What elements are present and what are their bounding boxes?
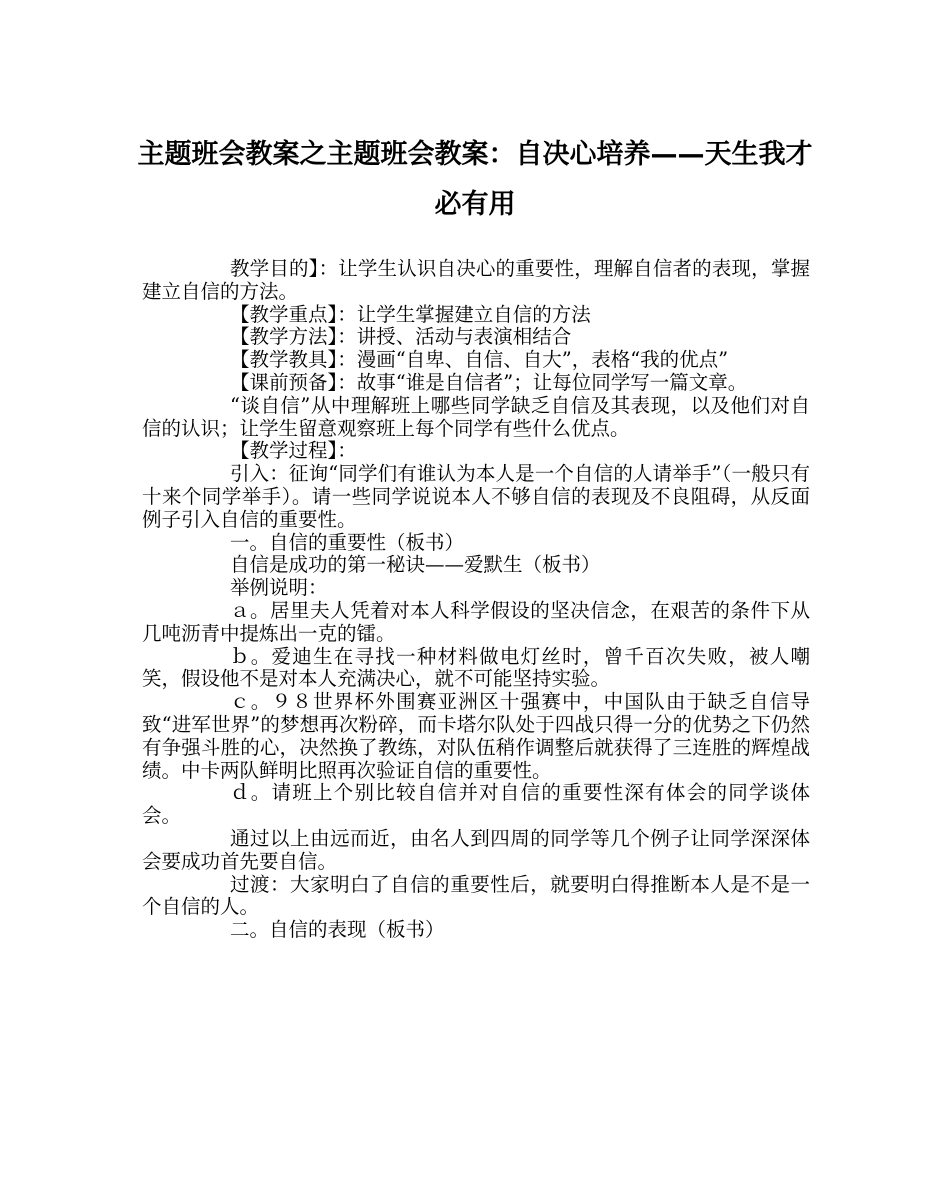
paragraph-quote: 自信是成功的第一秘诀——爱默生（板书） xyxy=(230,553,601,577)
paragraph-talk-confidence: “谈自信”从中理解班上哪些同学缺乏自信及其表现，以及他们对自信的认识；让学生留意观察班上每个同学有些什么优点。 xyxy=(142,393,810,440)
paragraph-summary: 通过以上由远而近，由名人到四周的同学等几个例子让同学深深体会要成功首先要自信。 xyxy=(142,826,810,873)
paragraph-teaching-method: 【教学方法】：讲授、活动与表演相结合 xyxy=(230,325,572,349)
paragraph-introduction: 引入：征询“同学们有谁认为本人是一个自信的人请举手”（一般只有十来个同学举手）。请一些同学说说本人不够自信的表现及不良阻碍，从反面例子引入自信的重要性。 xyxy=(142,462,810,531)
list-item-example-a: ａ。居里夫人凭着对本人科学假设的坚决信念，在艰苦的条件下从几吨沥青中提炼出一克的镭。 xyxy=(142,598,810,645)
paragraph-transition: 过渡：大家明白了自信的重要性后，就要明白得推断本人是不是一个自信的人。 xyxy=(142,872,810,919)
section-heading-importance: 一。自信的重要性（板书） xyxy=(230,530,465,554)
paragraph-process-heading: 【教学过程】： xyxy=(230,439,357,463)
list-item-example-d: ｄ。请班上个别比较自信并对自信的重要性深有体会的同学谈体会。 xyxy=(142,781,810,828)
document-title: 主题班会教案之主题班会教案：自决心培养——天生我才必有用 xyxy=(137,139,813,220)
paragraph-preparation: 【课前预备】：故事“谁是自信者”；让每位同学写一篇文章。 xyxy=(230,370,748,394)
section-heading-performance: 二。自信的表现（板书） xyxy=(230,918,445,942)
paragraph-teaching-goal: 教学目的】：让学生认识自决心的重要性，理解自信者的表现，掌握建立自信的方法。 xyxy=(142,257,810,303)
paragraph-teaching-focus: 【教学重点】：让学生掌握建立自信的方法 xyxy=(230,302,591,326)
paragraph-teaching-tools: 【教学教具】：漫画“自卑、自信、自大”，表格“我的优点” xyxy=(230,348,729,372)
document-body xyxy=(142,258,810,942)
list-item-example-c: ｃ。９８世界杯外围赛亚洲区十强赛中，中国队由于缺乏自信导致“进军世界”的梦想再次粉碎，而卡塔尔队处于四战只得一分的优势之下仍然有争强斗胜的心，决然换了教练，对队伍稍作调整后就获得了三连胜的辉煌战绩。中卡两队鲜明比照再次验证自信的重要性。 xyxy=(142,690,810,782)
list-item-example-b: ｂ。爱迪生在寻找一种材料做电灯丝时，曾千百次失败，被人嘲笑，假设他不是对本人充满决心，就不可能坚持实验。 xyxy=(142,644,810,691)
paragraph-examples-label: 举例说明： xyxy=(230,576,328,600)
